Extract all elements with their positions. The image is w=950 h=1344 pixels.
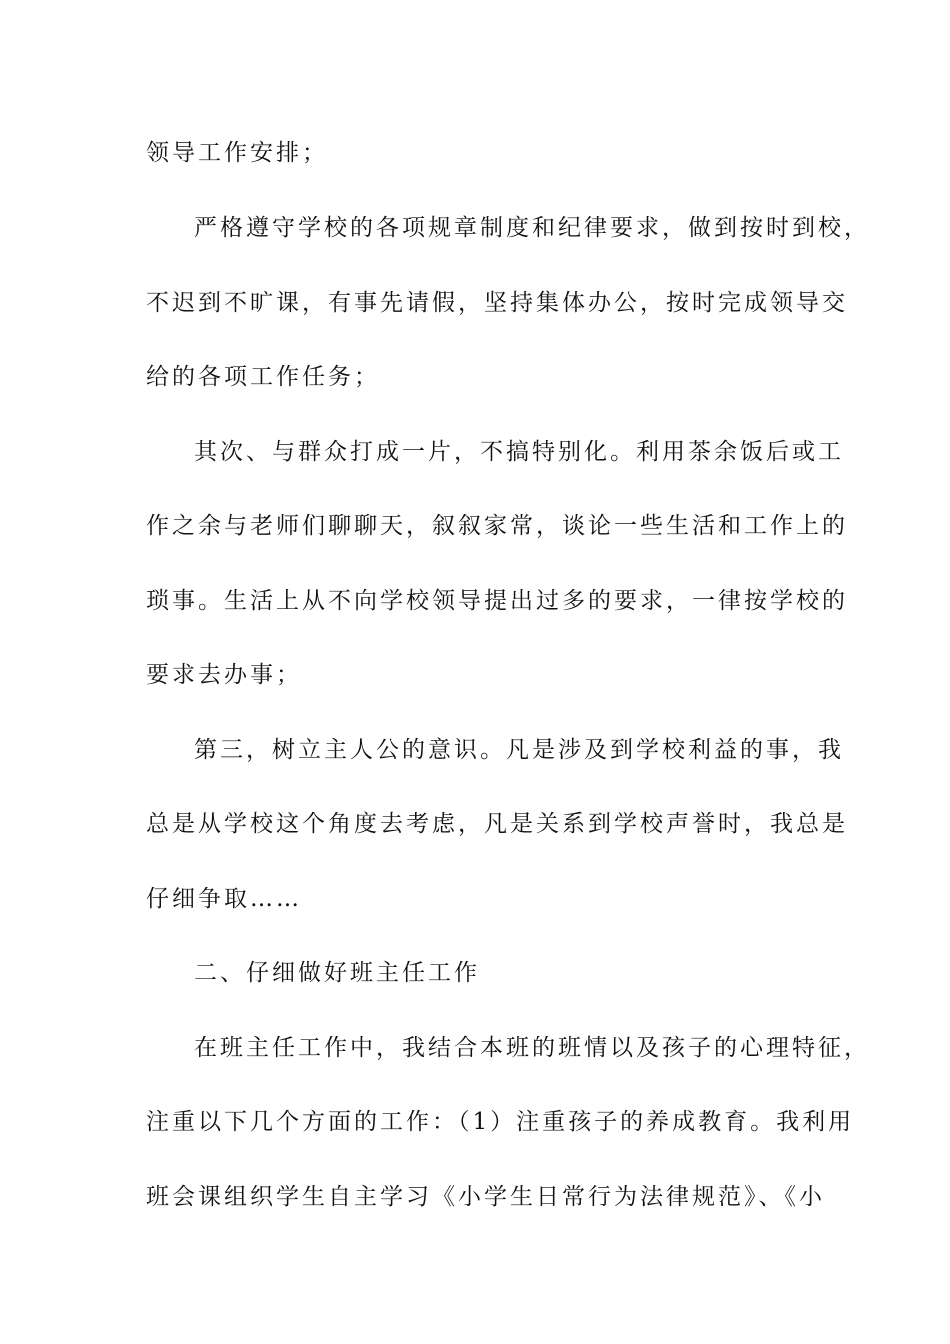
- paragraph-first-line: 严格遵守学校的各项规章制度和纪律要求，做到按时到校，: [194, 215, 870, 241]
- text-line: 班会课组织学生自主学习《小学生日常行为法律规范》、《小: [146, 1184, 825, 1210]
- text-line: 仔细争取……: [146, 886, 302, 912]
- text-line: 要求去办事；: [146, 662, 302, 688]
- text-line: 总是从学校这个角度去考虑，凡是关系到学校声誉时，我总是: [146, 811, 848, 837]
- paragraph-first-line: 在班主任工作中，我结合本班的班情以及孩子的心理特征，: [194, 1035, 870, 1061]
- paragraph-first-line: 第三，树立主人公的意识。凡是涉及到学校利益的事，我: [194, 737, 844, 763]
- text-line: 注重以下几个方面的工作：（1）注重孩子的养成教育。我利用: [146, 1109, 855, 1135]
- text-line: 琐事。生活上从不向学校领导提出过多的要求，一律按学校的: [146, 588, 848, 614]
- paragraph-first-line: 其次、与群众打成一片，不搞特别化。利用茶余饭后或工: [194, 439, 844, 465]
- section-heading: 二、仔细做好班主任工作: [194, 960, 480, 986]
- text-line: 不迟到不旷课，有事先请假，坚持集体办公，按时完成领导交: [146, 290, 848, 316]
- text-line: 给的各项工作任务；: [146, 364, 380, 390]
- text-line: 领导工作安排；: [146, 140, 328, 166]
- text-line: 作之余与老师们聊聊天，叙叙家常，谈论一些生活和工作上的: [146, 513, 848, 539]
